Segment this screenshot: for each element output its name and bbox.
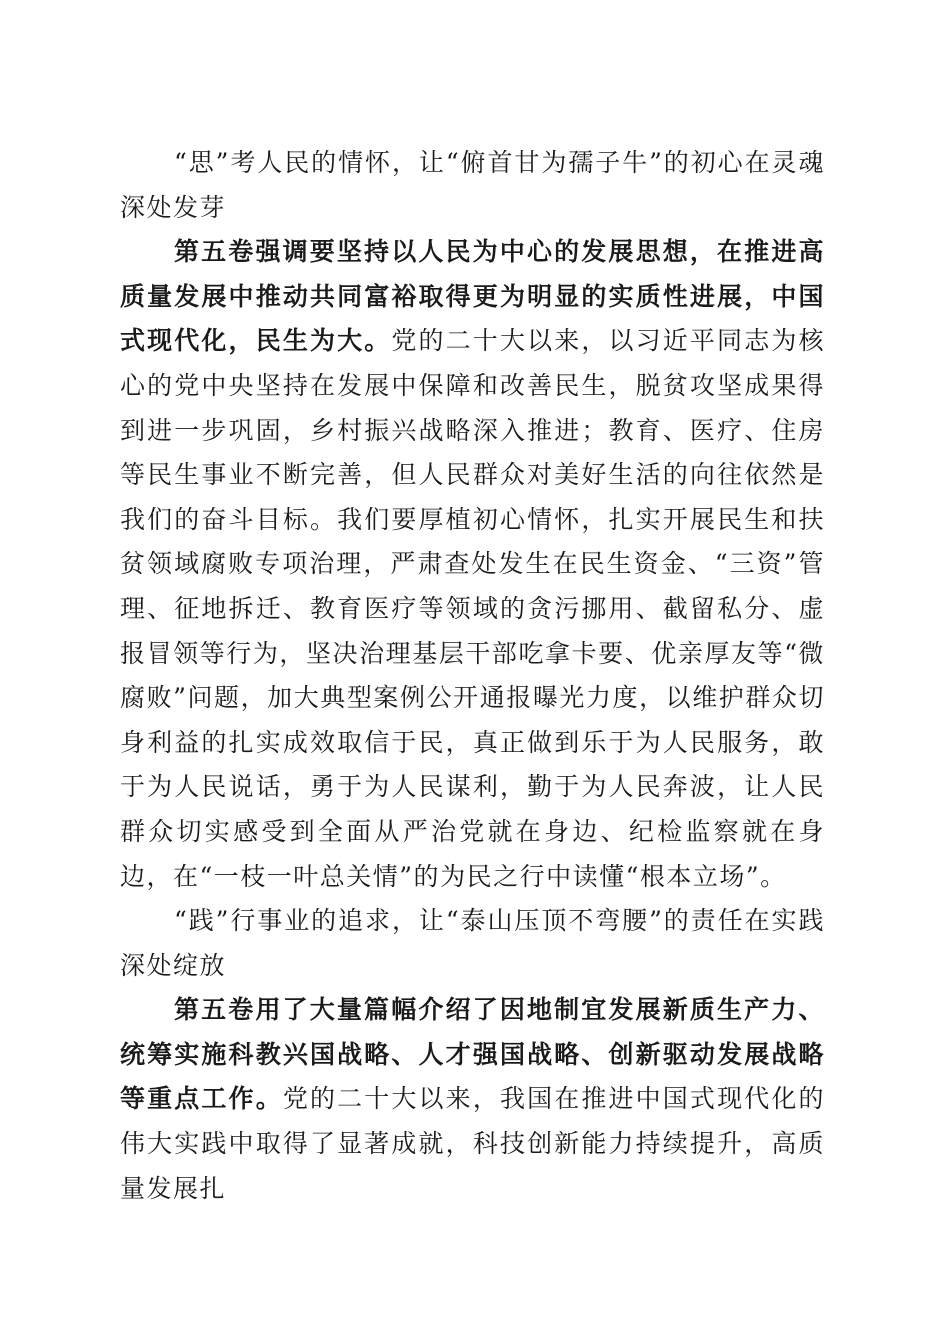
paragraph-body-text-2: 党的二十大以来，我国在推进中国式现代化的伟大实践中取得了显著成就，科技创新能力持续提升，高质量发展扎 <box>120 1084 825 1203</box>
body-paragraph-2 <box>120 988 825 1211</box>
section-heading-1: “思”考人民的情怀，让“俯首甘为孺子牛”的初心在灵魂深处发芽 <box>120 148 825 222</box>
paragraph-lead-sentence-1: 第五卷强调要坚持以人民为中心的发展思想，在推进高质量发展中推动共同富裕取得更为明显的实质性进展，中国式现代化，民生为大。 <box>120 237 825 356</box>
paragraph-lead-sentence-2: 第五卷用了大量篇幅介绍了因地制宜发展新质生产力、统筹实施科教兴国战略、人才强国战略、创新驱动发展战略等重点工作。 <box>120 995 825 1114</box>
paragraph-body-text-1: 党的二十大以来，以习近平同志为核心的党中央坚持在发展中保障和改善民生，脱贫攻坚成果得到进一步巩固，乡村振兴战略深入推进；教育、医疗、住房等民生事业不断完善，但人民群众对美好生活的向往依然是我们的奋斗目标。我们要厚植初心情怀，扎实开展民生和扶贫领域腐败专项治理，严肃查处发生在民生资金、“三资”管理、征地拆迁、教育医疗等领域的贪污挪用、截留私分、虚报冒领等行为，坚决治理基层干部吃拿卡要、优亲厚友等“微腐败”问题，加大典型案例公开通报曝光力度，以维护群众切身利益的扎实成效取信于民，真正做到乐于为人民服务，敢于为人民说话，勇于为人民谋利，勤于为人民奔波，让人民群众切实感受到全面从严治党就在身边、纪检监察就在身边，在“一枝一叶总关情”的为民之行中读懂“根本立场”。 <box>120 326 825 891</box>
document-body <box>120 141 825 1211</box>
section-heading-2: “践”行事业的追求，让“泰山压顶不弯腰”的责任在实践深处绽放 <box>120 906 825 980</box>
body-paragraph-1 <box>120 230 825 899</box>
